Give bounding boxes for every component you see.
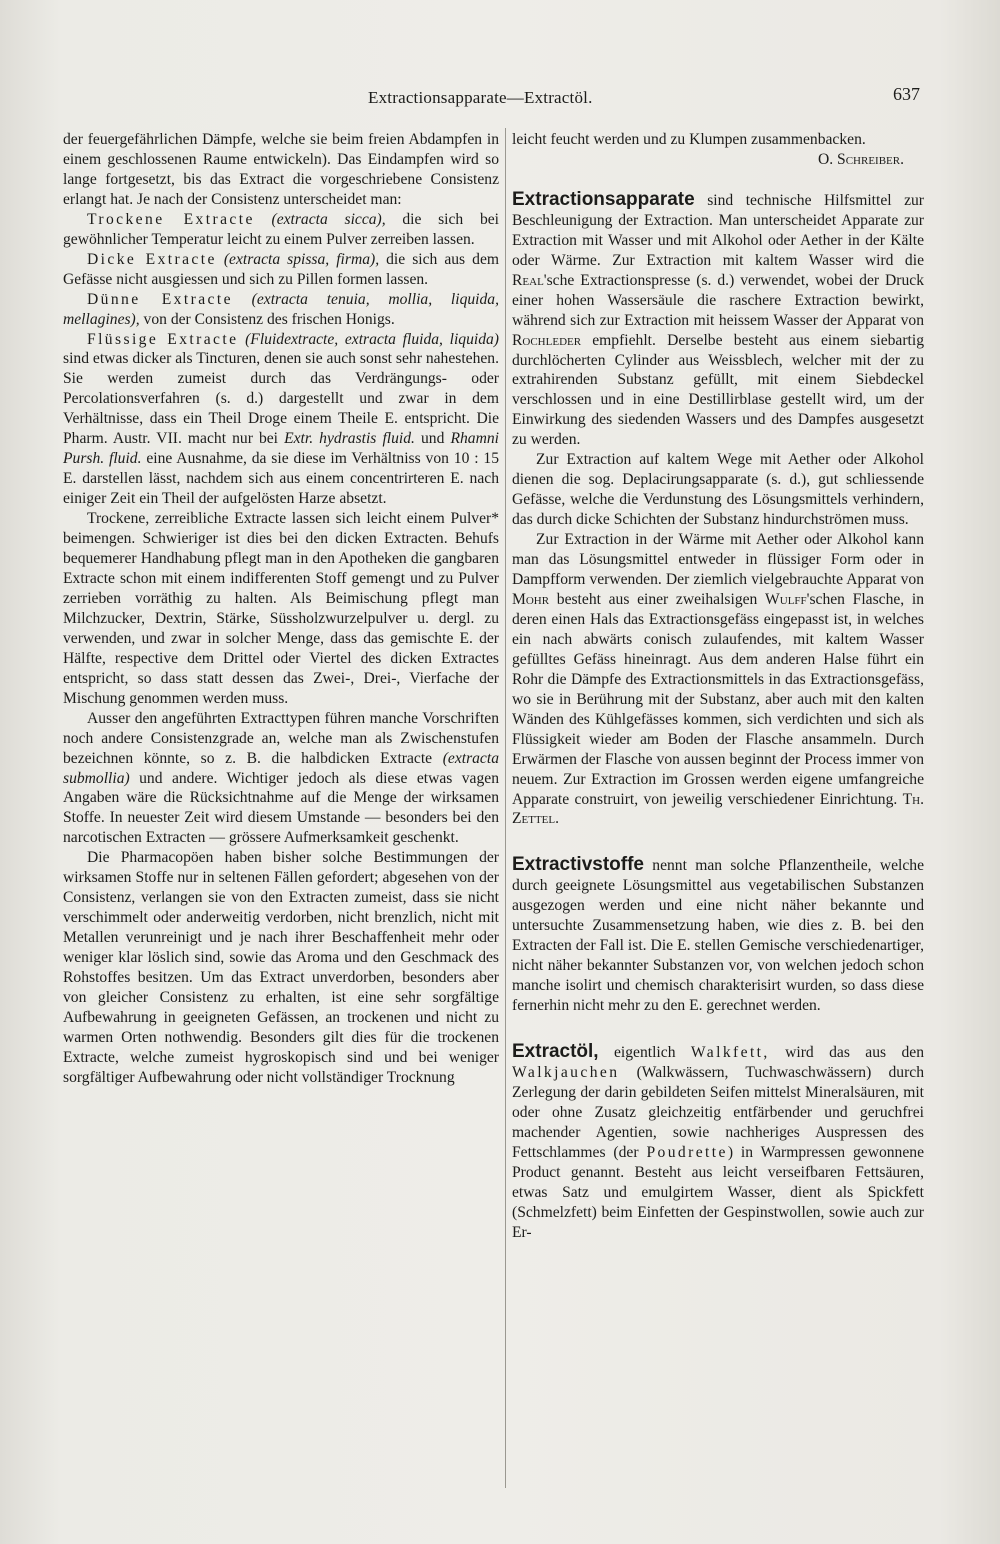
spaced-term: Walkjauchen — [512, 1063, 620, 1081]
paragraph-evaporation: der feuergefährlichen Dämpfe, welche sie beim freien Abdampfen in einem geschlossenen Raume entwickeln). Das Eindampfen wird so lange fortgesetzt, bis das Extract die vorgeschriebene Consistenz erlangt hat. Je nach der Consistenz unterscheidet man: — [63, 131, 499, 208]
entry-heading: Extractöl, — [512, 1041, 599, 1063]
paragraph-pharmacopoeia: Die Pharmacopöen haben bisher solche Bestimmungen der wirksamen Stoffe nur in seltenen Fällen gefordert; abgesehen von der Consistenz, verlangen sie von den Extracten zumeist, dass sie nicht verschimmelt oder anderweitig verdorben, nicht brenzlich, nicht mit Metallen verunreinigt und je nach ihrer Beschaffenheit mehr oder weniger klar löslich sind, sowie das Aroma und den Geschmack des Rohstoffes besitzen. Um das Extract unverdorben, besonders aber von gleicher Consistenz zu erhalten, ist eine sehr sorgfältige Aufbewahrung in geeigneten Gefässen, an trockenen und nicht zu warmen Orten nothwendig. Besonders gilt dies für die trockenen Extracte, welche zumeist hygroskopisch sind und bei weniger sorgfältiger Aufbewahrung oder nicht vollständiger Trocknung — [63, 849, 499, 1086]
paragraph-text: nennt man solche Pflanzentheile, welche durch geeignete Lösungsmittel aus vegetabilischen Substanzen ausgezogen werden und eine nicht näher bekannte und untersuchte Zusammensetzung haben, wie dies z. B. bei den Extracten der Fall ist. Die E. stellen Gemische verschiedenartiger, nicht näher bekannter Substanzen vor, von welchen jedoch schon manche isolirt und chemisch charakterisirt wurden, so dass diese fernerhin nicht mehr zu den E. gerechnet werden. — [512, 857, 924, 1015]
paragraph-warm-extraction — [512, 530, 924, 829]
paragraph-text: von der Consistenz des frischen Honigs. — [139, 310, 395, 328]
spaced-term: Walkfett, — [690, 1044, 770, 1062]
column-divider — [505, 128, 506, 1488]
paragraph-text: und — [414, 430, 451, 448]
entry-heading: Extractivstoffe — [512, 854, 644, 876]
term-trockene-extracte: Trockene Extracte — [87, 210, 255, 228]
section-gap — [512, 170, 924, 190]
latin-term: (extracta spissa, firma), — [223, 250, 380, 268]
right-column — [512, 130, 924, 1243]
paragraph-text: empfiehlt. Derselbe besteht aus einem siebartig durchlöcherten Cylinder aus Weissblech, welcher mit der zu extrahirenden Substanz gefüllt, mit einem Siebdeckel verschlossen und in eine Destillirblase gestellt wird, um der Einwirkung des siedenden Wassers und des Dampfes ausgesetzt zu werden. — [512, 331, 924, 449]
term-duenne-extracte: Dünne Extracte — [87, 290, 233, 308]
paragraph-text: Ausser den angeführten Extracttypen führen manche Vorschriften noch andere Consistenzgrade an, welche man als Zwischenstufen bezeichnen könnte, so z. B. die halbdicken Extracte — [63, 709, 499, 767]
latin-term: (extracta submollia) — [63, 749, 499, 787]
section-gap — [512, 1016, 924, 1042]
paragraph-text: sind technische Hilfsmittel zur Beschleunigung der Extraction. Man unterscheidet Apparate zur Extraction mit Wasser und mit Alkohol oder Aether in der Kälte oder Wärme. Zur Extraction mit kaltem Wasser wird die — [512, 191, 924, 269]
term-dicke-extracte: Dicke Extracte — [87, 250, 217, 268]
paragraph-text: eine Ausnahme, da sie diese im Verhältniss von 10 : 15 E. darstellen lässt, nachdem sich aus einem concentrirteren E. nach einiger Zeit ein Theil der aufgelösten Harze absetzt. — [63, 450, 499, 508]
paragraph-text: und andere. Wichtiger jedoch als diese etwas vagen Angaben wäre die Rücksichtnahme auf die Menge der wirksamen Stoffe. In neuester Zeit wird diesem Umstande — besonders bei den narcotischen Extracten — grössere Aufmerksamkeit geschenkt. — [63, 769, 499, 847]
paragraph-text: (Walkwässern, Tuchwaschwässern) durch Zerlegung der darin gebildeten Seifen mittelst Mineralsäuren, mit oder ohne Zusatz gleichzeitig entfärbender und geruchfrei machender Agentien, sowie nachheriges Auspressen des Fettschlammes (der — [512, 1063, 924, 1161]
paragraph-dry-extracts — [63, 210, 499, 250]
person-name: Rochleder — [512, 331, 582, 349]
italic-drug-name: Extr. hydrastis fluid. — [284, 430, 415, 448]
section-gap — [512, 829, 924, 855]
paragraph-fluid-extracts — [63, 330, 499, 510]
running-head: Extractionsapparate—Extractöl. — [368, 88, 593, 107]
term-fluessige-extracte: Flüssige Extracte — [87, 330, 239, 348]
paragraph-text: wird das aus den — [769, 1044, 925, 1062]
paragraph-text: eigentlich — [598, 1044, 691, 1062]
paragraph-cold-extraction: Zur Extraction auf kaltem Wege mit Aether oder Alkohol dienen die sog. Deplacirungsapparate (s. d.), gut schliessende Gefässe, welche die Verdunstung des Lösungsmittels verhindern, das durch dicke Schichten der Substanz hindurchströmen muss. — [512, 451, 924, 529]
paragraph-text: ) in Warmpressen gewonnene Product genannt. Besteht aus leicht verseifbaren Fettsäuren, etwas Satz und emulgirtem Wasser, dient als Spickfett (Schmelzfett) beim Einfetten der Gespinstwollen, sowie auch zur Er- — [512, 1143, 924, 1241]
paragraph-text: besteht aus einer zweihalsigen — [549, 590, 766, 608]
paragraph-text: 'schen Flasche, in deren einen Hals das Extractionsgefäss eingepasst ist, in welches ein nach abwärts conisch zulaufendes, mit kaltem Wasser gefülltes Gefäss hineinragt. Aus dem anderen Halse führt ein Rohr die Dämpfe des Extractionsmittels in das Extractionsgefäss, wo sie in Berührung mit der Substanz, aber auch mit den kalten Wänden des Kühlgefässes kommen, sich verdichten und sich als Flüssigkeit wieder am Boden der Flasche ansammeln. Durch Erwärmen der Flasche von aussen beginnt der Process immer von neuem. Zur Extraction im Grossen werden eigene umfangreiche Apparate construirt, von jeweilig verschiedener Einrichtung. — [512, 590, 924, 808]
author-signature: O. Schreiber. — [817, 150, 904, 168]
paragraph-thin-extracts — [63, 290, 499, 330]
paragraph-text: Zur Extraction in der Wärme mit Aether oder Alkohol kann man das Lösungsmittel entweder in flüssiger Form oder in Dampfform verwenden. Der ziemlich vielgebrauchte Apparat von — [512, 531, 924, 589]
entry-extractivstoffe — [512, 855, 924, 1016]
author-signature: Th. Zettel. — [512, 790, 924, 828]
latin-term: (extracta tenuia, mollia, liquida, mellagines), — [63, 290, 499, 328]
person-name: Mohr — [512, 590, 550, 608]
spaced-term: Poudrette — [646, 1143, 728, 1161]
left-column — [63, 130, 499, 1088]
paragraph-thick-extracts — [63, 250, 499, 290]
entry-heading: Extractionsapparate — [512, 188, 695, 210]
paragraph-consistency-grades — [63, 709, 499, 849]
entry-extractoel — [512, 1042, 924, 1243]
paragraph-powder-mixing: Trockene, zerreibliche Extracte lassen sich leicht einem Pulver* beimengen. Schwieriger ist dies bei den dicken Extracten. Behufs bequemerer Handhabung pflegt man in den Apotheken die gangbaren Extracte schon mit einem indifferenten Stoff gemengt und zu Pulver zerrieben vorräthig zu halten. Als Beimischung pflegt man Milchzucker, Dextrin, Stärke, Süssholzwurzelpulver u. dergl. zu verwenden, und zwar in solcher Menge, dass das gemischte E. der Hälfte, respective dem Drittel oder Viertel des dicken Extractes entspricht, so dass statt dessen das Zwei-, Drei-, Vierfache der Mischung genommen werden muss. — [63, 510, 499, 707]
paragraph-text: die sich bei gewöhnlicher Temperatur leicht zu einem Pulver zerreiben lassen. — [63, 210, 499, 248]
paragraph-continuation — [512, 130, 924, 170]
paragraph-text: 'sche Extractionspresse (s. d.) verwendet, wobei der Druck einer hohen Wassersäule die raschere Extraction bewirkt, während sich zur Extraction mit heissem Wasser der Apparat von — [512, 271, 924, 329]
latin-term: (extracta sicca), — [271, 210, 386, 228]
paragraph-text: sind etwas dicker als Tincturen, denen sie auch sonst sehr nahestehen. Sie werden zumeist durch das Verdrängungs- oder Percolationsverfahren (s. d.) dargestellt und zwar in dem Verhältnisse, dass ein Theil Droge einem Theile E. entspricht. Die Pharm. Austr. VII. macht nur bei — [63, 350, 499, 448]
italic-drug-name: Rhamni Pursh. fluid. — [63, 430, 499, 468]
entry-extractionsapparate — [512, 190, 924, 450]
person-name: Wulff — [765, 590, 807, 608]
paragraph-text: leicht feucht werden und zu Klumpen zusammenbacken. — [512, 131, 866, 148]
person-name: Real — [512, 271, 544, 289]
latin-term: (Fluidextracte, extracta fluida, liquida) — [245, 330, 499, 348]
paragraph-text: die sich aus dem Gefässe nicht ausgiessen und sich zu Pillen formen lassen. — [63, 250, 499, 288]
page-number: 637 — [893, 84, 920, 104]
